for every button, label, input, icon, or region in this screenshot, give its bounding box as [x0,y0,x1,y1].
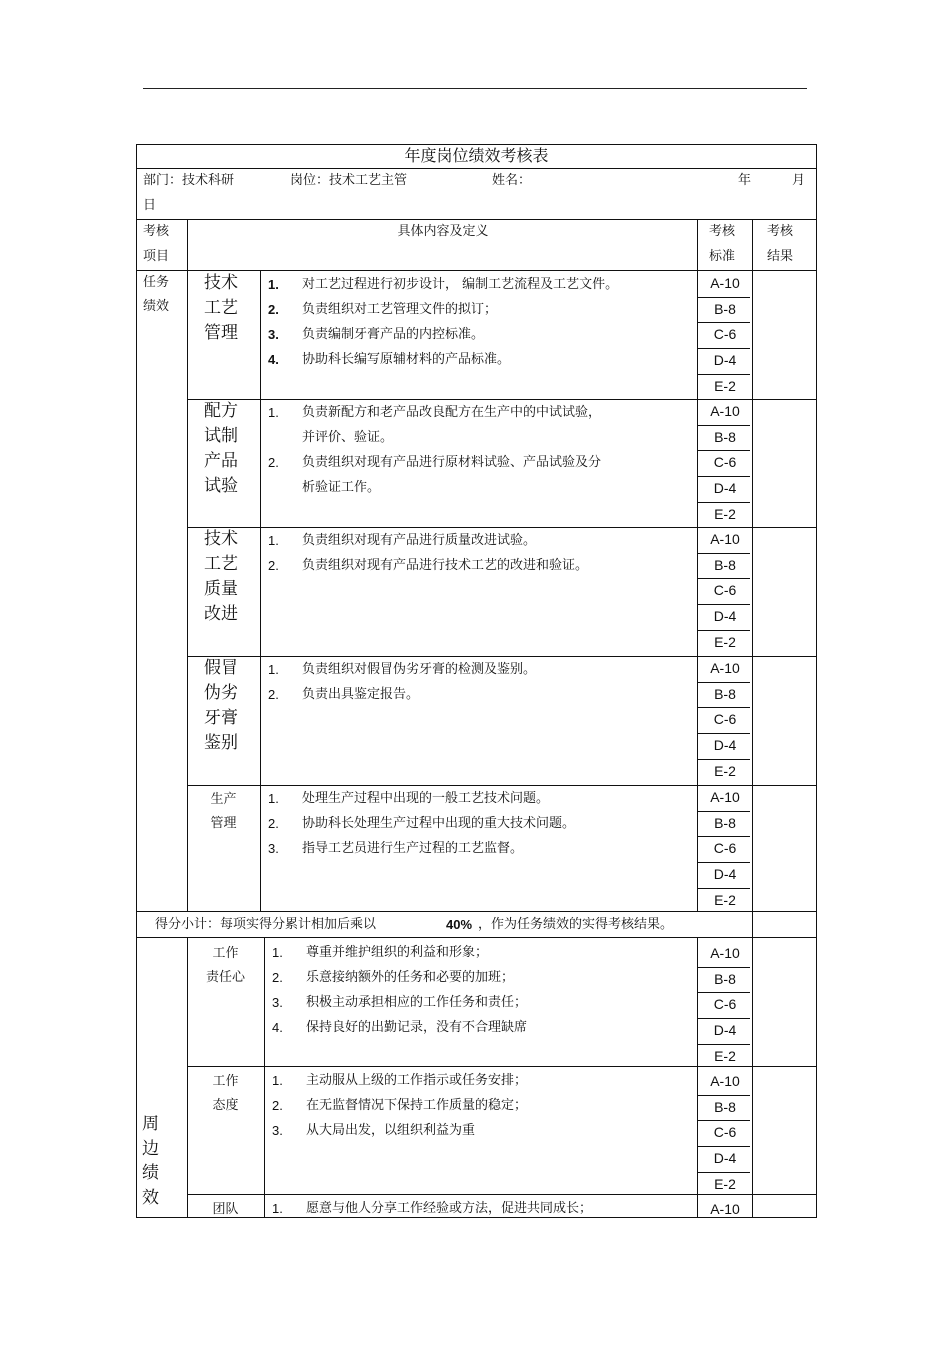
peri-item-text: 主动服从上级的工作指示或任务安排； [306,1073,528,1088]
grade-divider [698,733,750,734]
grade-divider [698,297,750,298]
col-content: 具体内容及定义 [397,224,489,239]
task-title-0: 管理 [204,323,238,343]
grade-divider [698,348,750,349]
table-rule-v [260,270,261,911]
table-rule-v [752,937,753,1217]
task-item-text: 负责组织对假冒伪劣牙膏的检测及鉴别。 [302,662,537,677]
subtotal-top-rule [136,911,816,912]
grade-divider [698,1120,750,1121]
table-rule-v [697,219,698,270]
grade-label: A-10 [710,275,740,291]
grade-label: D-4 [713,737,737,754]
peri-title-0: 工作 [212,946,239,961]
task-item-number: 2. [268,302,279,317]
task-title-2: 技术 [204,529,238,549]
peri-item-number: 3. [272,1123,283,1138]
col-std-1: 考核 [709,224,736,239]
peri-title-0: 责任心 [205,970,245,985]
task-title-1: 配方 [204,401,238,421]
grade-label: A-10 [710,403,740,419]
task-item-text: 协助科长编写原辅材料的产品标准。 [302,352,511,367]
section-rule [187,1066,816,1067]
grade-divider [698,967,750,968]
peri-item-number: 4. [272,1020,283,1035]
peri-item-number: 1. [272,1201,283,1216]
task-title-3: 牙膏 [204,708,238,728]
grade-divider [698,604,750,605]
table-top-border [136,144,817,145]
peri-title-2: 团队 [212,1202,239,1217]
grade-label: A-10 [710,1201,740,1217]
table-rule-v [697,937,698,1217]
grade-label: E-2 [714,633,736,650]
task-title-0: 技术 [204,273,238,293]
grade-label: A-10 [710,1073,740,1089]
grade-label: B-8 [714,556,736,573]
peripheral-label-char: 绩 [142,1163,159,1183]
col-std-2: 标准 [709,249,736,264]
task-title-3: 伪劣 [204,683,238,703]
grade-label: D-4 [713,352,737,369]
grade-divider [698,836,750,837]
grade-divider [698,578,750,579]
table-rule-v [752,270,753,911]
grade-divider [698,553,750,554]
dept-field: 部门：技术科研 [143,173,235,188]
peri-item-number: 1. [272,945,283,960]
grade-label: B-8 [714,685,736,702]
table-rule-v [187,219,188,270]
section-rule [187,527,816,528]
grade-divider [698,811,750,812]
grade-divider [698,1018,750,1019]
col-res-2: 结果 [767,249,794,264]
grade-divider [698,682,750,683]
peri-item-text: 愿意与他人分享工作经验或方法，促进共同成长； [306,1201,593,1216]
grade-label: E-2 [714,1175,736,1192]
task-item-number: 1. [268,662,279,677]
grade-label: A-10 [710,789,740,805]
task-item-number: 2. [268,687,279,702]
column-header-rule [136,270,817,271]
task-item-number: 3. [268,327,279,342]
peri-item-number: 2. [272,1098,283,1113]
task-title-3: 假冒 [204,658,238,678]
grade-divider [698,1172,750,1173]
grade-label: C-6 [713,840,737,857]
table-rule-v [752,911,753,937]
task-item-number: 1. [268,277,279,292]
task-item-text: 指导工艺员进行生产过程的工艺监督。 [302,841,524,856]
grade-divider [698,888,750,889]
grade-label: D-4 [713,866,737,883]
table-bottom-border [136,1217,817,1218]
task-title-0: 工艺 [204,298,238,318]
table-left-border [136,144,137,1217]
grade-label: C-6 [713,711,737,728]
page-header-rule [143,88,807,89]
col-item-2: 项目 [143,249,170,264]
peri-item-text: 尊重并维护组织的利益和形象； [306,945,489,960]
grade-divider [698,862,750,863]
section-rule [187,785,816,786]
task-item-number: 4. [268,352,279,367]
grade-divider [698,707,750,708]
grade-divider [698,502,750,503]
grade-divider [698,1095,750,1096]
grade-label: E-2 [714,762,736,779]
grade-label: C-6 [713,996,737,1013]
grade-label: B-8 [714,970,736,987]
peri-title-1: 工作 [212,1074,239,1089]
grade-divider [698,1146,750,1147]
grade-label: B-8 [714,428,736,445]
grade-label: A-10 [710,531,740,547]
peripheral-label-char: 周 [142,1114,159,1134]
peri-item-number: 3. [272,995,283,1010]
title-row-rule [136,168,817,169]
task-perf-label-2: 绩效 [143,299,170,314]
grade-divider [698,374,750,375]
peri-title-1: 态度 [212,1098,239,1113]
task-item-number: 1. [268,405,279,420]
peripheral-label-char: 效 [142,1187,159,1208]
task-title-1: 产品 [204,451,238,471]
day-label: 日 [143,198,157,213]
grade-divider [698,992,750,993]
section-rule [187,1194,816,1195]
col-res-1: 考核 [767,224,794,239]
task-item-text: 对工艺过程进行初步设计， 编制工艺流程及工艺文件。 [302,277,619,292]
peri-item-text: 在无监督情况下保持工作质量的稳定； [306,1098,528,1113]
grade-label: A-10 [710,945,740,961]
peri-item-number: 1. [272,1073,283,1088]
task-item-text: 处理生产过程中出现的一般工艺技术问题。 [302,791,550,806]
grade-label: C-6 [713,582,737,599]
grade-divider [698,322,750,323]
task-title-1: 试制 [204,426,238,446]
year-label: 年 [738,173,752,188]
task-title-4: 生产 [210,792,237,807]
peri-item-text: 积极主动承担相应的工作任务和责任； [306,995,528,1010]
grade-label: D-4 [713,480,737,497]
task-item-number: 2. [268,816,279,831]
table-rule-v [752,219,753,270]
task-item-text: 析验证工作。 [302,480,381,495]
task-title-1: 试验 [204,476,238,496]
name-field: 姓名： [492,173,532,188]
task-item-number: 2. [268,455,279,470]
peri-item-text: 乐意接纳额外的任务和必要的加班； [306,970,515,985]
task-item-number: 3. [268,841,279,856]
subtotal-bottom-rule [136,937,816,938]
month-label: 月 [792,173,806,188]
subtotal-suffix: ，作为任务绩效的实得考核结果。 [478,917,674,932]
grade-label: E-2 [714,891,736,908]
task-title-2: 质量 [204,579,238,599]
grade-label: D-4 [713,608,737,625]
subtotal-prefix: 得分小计：每项实得分累计相加后乘以 [155,917,377,932]
peri-item-text: 保持良好的出勤记录，没有不合理缺席 [306,1020,528,1035]
grade-divider [698,425,750,426]
subtotal-percent: 40% [446,917,473,932]
grade-label: E-2 [714,505,736,522]
task-item-text: 负责组织对现有产品进行技术工艺的改进和验证。 [302,558,589,573]
task-item-text: 负责新配方和老产品改良配方在生产中的中试试验， [302,405,602,420]
grade-label: B-8 [714,1098,736,1115]
grade-divider [698,630,750,631]
grade-label: C-6 [713,326,737,343]
form-title: 年度岗位绩效考核表 [404,146,549,165]
task-item-text: 负责组织对现有产品进行原材料试验、产品试验及分 [302,455,602,470]
peri-item-number: 2. [272,970,283,985]
position-field: 岗位：技术工艺主管 [290,173,408,188]
task-title-2: 工艺 [204,554,238,574]
table-right-border [816,144,817,1217]
grade-divider [698,1044,750,1045]
section-rule [187,656,816,657]
task-title-4: 管理 [210,816,237,831]
table-rule-v [264,937,265,1217]
task-item-text: 负责编制牙膏产品的内控标准。 [302,327,485,342]
grade-divider [698,450,750,451]
grade-divider [698,476,750,477]
task-title-2: 改进 [204,604,238,624]
task-item-text: 协助科长处理生产过程中出现的重大技术问题。 [302,816,576,831]
task-item-number: 2. [268,558,279,573]
grade-label: D-4 [713,1022,737,1039]
table-rule-v [187,937,188,1217]
grade-label: D-4 [713,1150,737,1167]
grade-divider [698,759,750,760]
task-title-3: 鉴别 [204,733,238,753]
header-info-rule [136,219,817,220]
grade-label: A-10 [710,660,740,676]
task-item-text: 负责出具鉴定报告。 [302,687,420,702]
grade-label: C-6 [713,454,737,471]
table-rule-v [187,270,188,911]
grade-label: B-8 [714,300,736,317]
section-rule [187,399,816,400]
peripheral-label-char: 边 [142,1138,159,1159]
grade-label: B-8 [714,814,736,831]
task-item-number: 1. [268,791,279,806]
grade-label: E-2 [714,1047,736,1064]
task-perf-label-1: 任务 [143,275,170,290]
peri-item-text: 从大局出发，以组织利益为重 [306,1123,476,1138]
task-item-text: 负责组织对现有产品进行质量改进试验。 [302,533,537,548]
task-item-text: 并评价、验证。 [302,430,394,445]
table-rule-v [697,270,698,911]
grade-label: E-2 [714,377,736,394]
task-item-text: 负责组织对工艺管理文件的拟订； [302,302,498,317]
task-item-number: 1. [268,533,279,548]
col-item-1: 考核 [143,224,170,239]
grade-label: C-6 [713,1124,737,1141]
